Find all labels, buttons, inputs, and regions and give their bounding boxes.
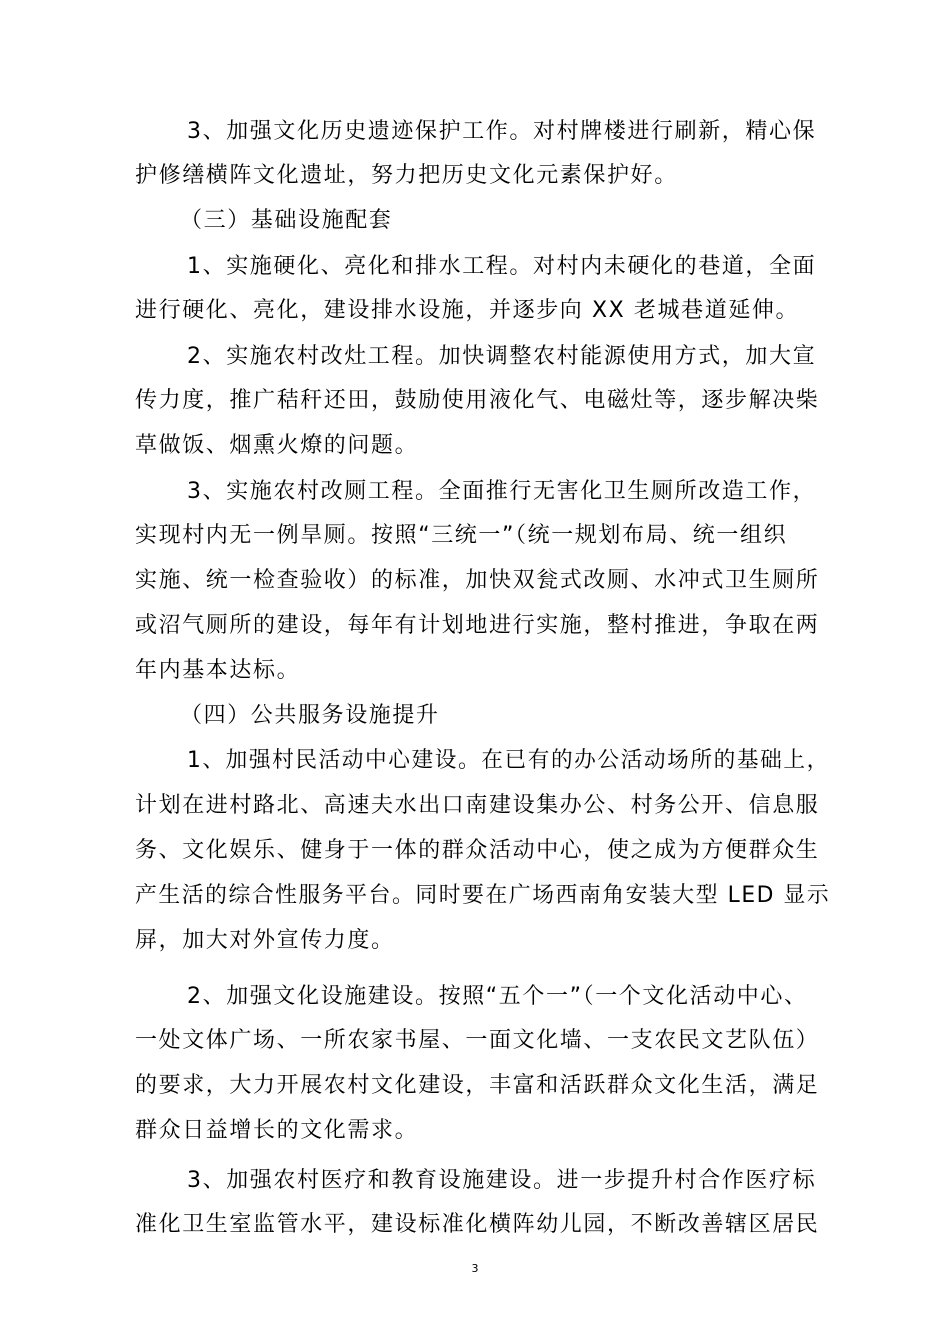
- text-line: 产生活的综合性服务平台。同时要在广场西南角安装大型 LED 显示: [135, 883, 831, 908]
- text-line: 务、文化娱乐、健身于一体的群众活动中心，使之成为方便群众生: [135, 838, 820, 863]
- text-line: 传力度，推广秸秆还田，鼓励使用液化气、电磁灶等，逐步解决柴: [135, 388, 820, 413]
- text-line: 1、加强村民活动中心建设。在已有的办公活动场所的基础上，: [187, 748, 830, 773]
- text-line: 屏，加大对外宣传力度。: [135, 928, 395, 953]
- text-line: 准化卫生室监管水平，建设标准化横阵幼儿园，不断改善辖区居民: [135, 1212, 820, 1237]
- text-line: 的要求，大力开展农村文化建设，丰富和活跃群众文化生活，满足: [135, 1073, 820, 1098]
- text-line: 进行硬化、亮化，建设排水设施，并逐步向 XX 老城巷道延伸。: [135, 298, 800, 323]
- text-line: 或沼气厕所的建设，每年有计划地进行实施，整村推进，争取在两: [135, 613, 820, 638]
- section-heading: （四）公共服务设施提升: [180, 703, 440, 728]
- page-number: 3: [471, 1262, 479, 1275]
- text-line: 1、实施硬化、亮化和排水工程。对村内未硬化的巷道，全面: [187, 254, 817, 279]
- text-line: 实施、统一检查验收）的标准，加快双瓮式改厕、水冲式卫生厕所: [135, 568, 820, 593]
- text-line: 年内基本达标。: [135, 658, 301, 683]
- text-line: 群众日益增长的文化需求。: [135, 1118, 419, 1143]
- text-line: 一处文体广场、一所农家书屋、一面文化墙、一支农民文艺队伍）: [135, 1028, 820, 1053]
- text-line: 2、加强文化设施建设。按照“五个一”（一个文化活动中心、: [187, 984, 808, 1009]
- text-line: 3、实施农村改厕工程。全面推行无害化卫生厕所改造工作，: [187, 479, 817, 504]
- section-heading: （三）基础设施配套: [180, 208, 393, 233]
- text-line: 草做饭、烟熏火燎的问题。: [135, 433, 419, 458]
- text-line: 实现村内无一例旱厕。按照“三统一”（统一规划布局、统一组织: [135, 523, 788, 548]
- text-line: 护修缮横阵文化遗址，努力把历史文化元素保护好。: [135, 163, 678, 188]
- text-line: 2、实施农村改灶工程。加快调整农村能源使用方式，加大宣: [187, 344, 817, 369]
- text-line: 3、加强农村医疗和教育设施建设。进一步提升村合作医疗标: [187, 1168, 817, 1193]
- text-line: 3、加强文化历史遗迹保护工作。对村牌楼进行刷新，精心保: [187, 119, 817, 144]
- text-line: 计划在进村路北、高速夫水出口南建设集办公、村务公开、信息服: [135, 793, 820, 818]
